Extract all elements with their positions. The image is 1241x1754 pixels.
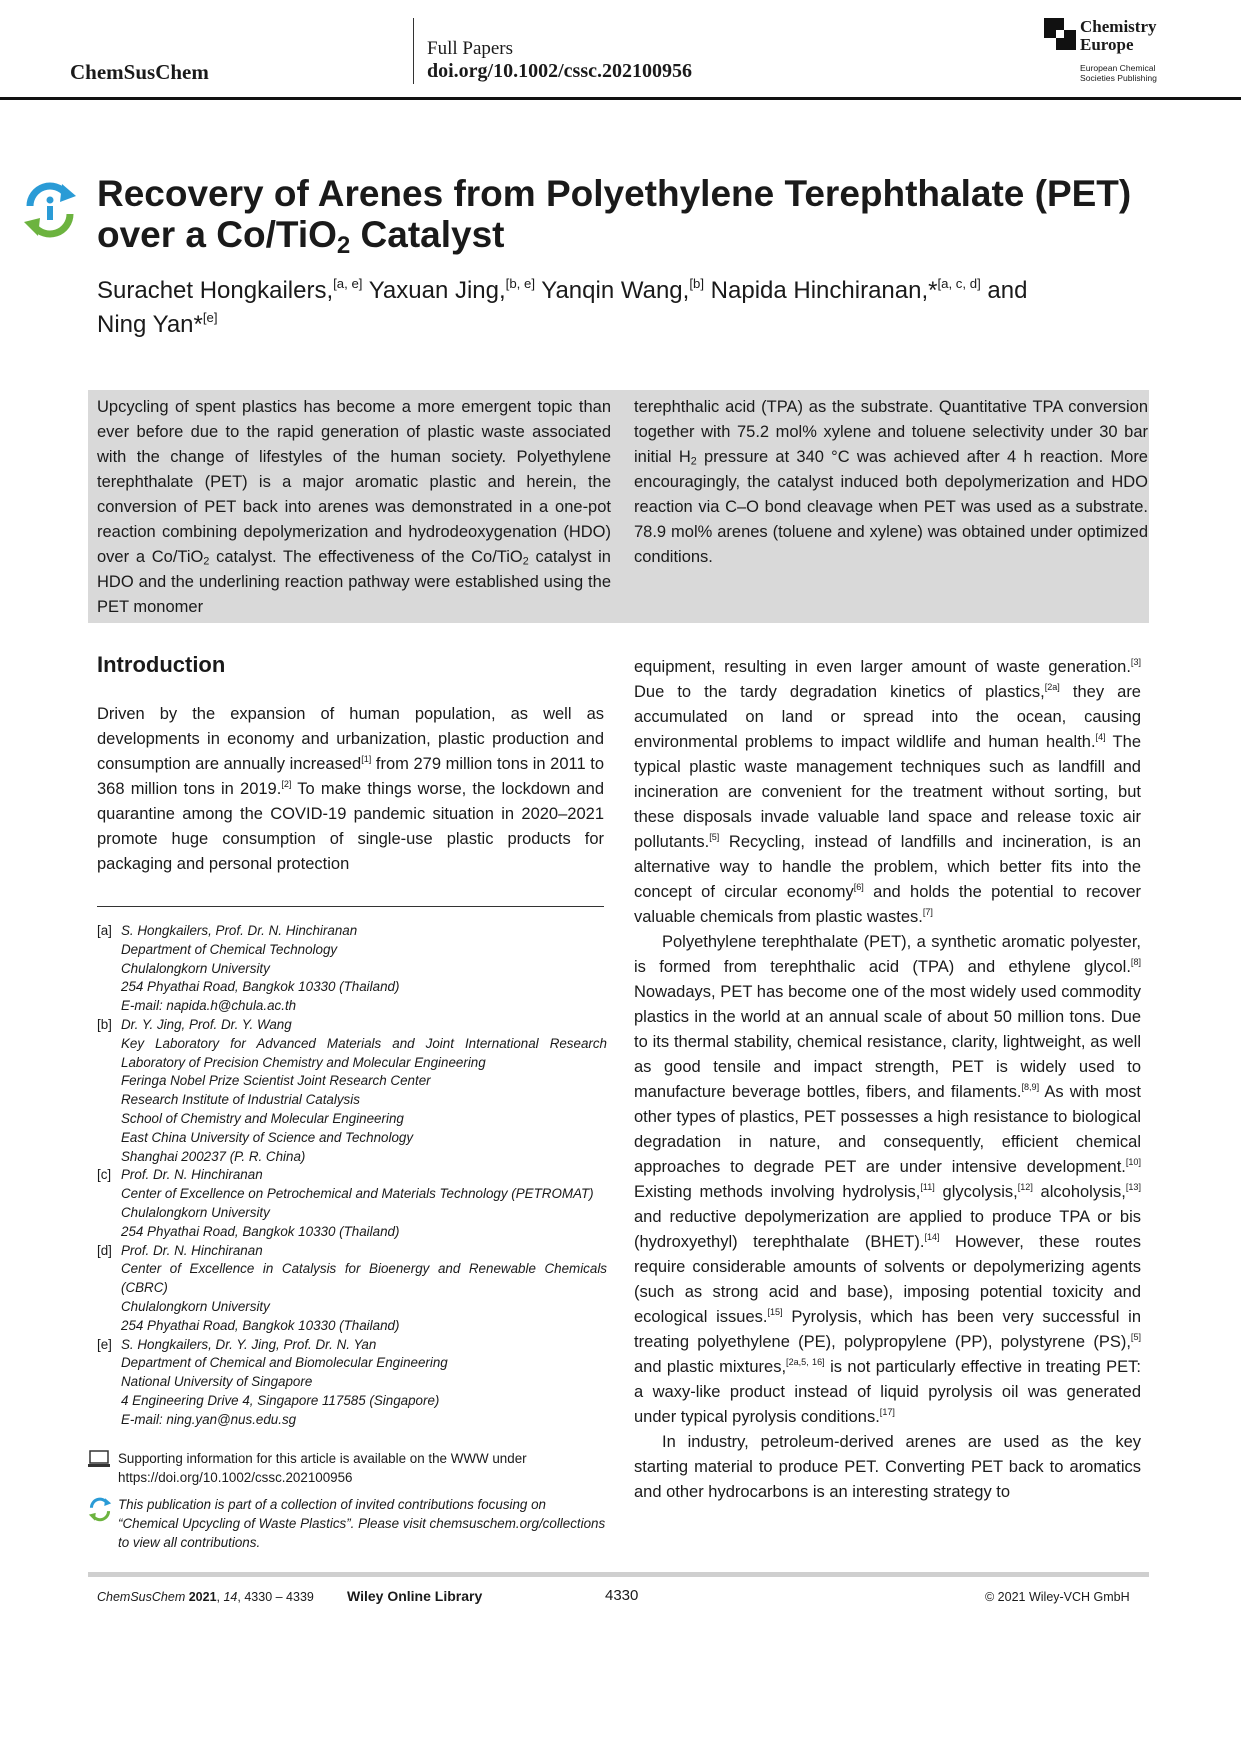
abstract-column-2: terephthalic acid (TPA) as the substrate. Quantitative TPA conversion together with 75.2 mol% xylene and toluene selectivity under 30 bar initial $H_2$ pressure at 340 °C was achieved after 4 h reaction. More encouragingly, the catalyst induced both depolymerization and HDO reaction via C–O bond cleavage when PET was used as a substrate. 78.9 mol% arenes (toluene and xylene) was obtained under optimized conditions.: [634, 398, 1148, 566]
affiliation-d: [d] Prof. Dr. N. Hinchiranan Center of Excellence in Catalysis for Bioenergy and Renewable Chemicals (CBRC) Chulalongkorn University 254 Phyathai Road, Bangkok 10330 (Thailand): [97, 1242, 607, 1333]
affiliations: [97, 922, 607, 1430]
affiliation-a: [a] S. Hongkailers, Prof. Dr. N. Hinchiranan Department of Chemical Technology Chulalongkorn University 254 Phyathai Road, Bangkok 10330 (Thailand) E-mail: napida.h@chula.ac.th: [97, 923, 400, 1014]
author: Yaxuan Jing,: [362, 277, 506, 304]
footer-rule: [88, 1572, 1149, 1577]
author: Yanqin Wang,: [535, 277, 690, 304]
abstract-column-1: Upcycling of spent plastics has become a more emergent topic than ever before due to the rapid generation of plastic waste associated with the change of lifestyles of the human society. Polyethylene terephthalate (PET) is a major aromatic plastic and herein, the conversion of PET back into arenes was demonstrated in a one-pot reaction combining depolymerization and hydrodeoxygenation (HDO) over a Co/TiO$_2$ catalyst. The effectiveness of the Co/TiO$_2$ catalyst in HDO and the underlining reaction pathway were established using the PET monomer: [97, 398, 611, 616]
paragraph: In industry, petroleum-derived arenes are used as the key starting material to produce PET. Converting PET back to aromatics and other hydrocarbons is an interesting strategy to: [634, 1433, 1141, 1501]
computer-icon: [88, 1450, 110, 1468]
paragraph: Polyethylene terephthalate (PET), a synthetic aromatic polyester, is formed from terephthalic acid (TPA) and ethylene glycol.[8] Nowadays, PET has become one of the most widely used commodity plastics in the world at an annual scale of about 50 million tons. Due to its thermal stability, chemical resistance, clarity, lightweight, as well as good tensile and impact strength, PET is widely used to manufacture beverage bottles, fibers, and filaments.[8,9] As with most other types of plastics, PET possesses a high resistance to biological degradation in nature, and consequently, efficient chemical approaches to degrade PET are under intensive development.[10] Existing methods involving hydrolysis,[11] glycolysis,[12] alcoholysis,[13] and reductive depolymerization are applied to produce TPA or bis (hydroxyethyl) terephthalate (BHET).[14] However, these routes require considerable amounts of solvents or depolymerizing agents (such as strong acid and base), imposing potential toxicity and ecological issues.[15] Pyrolysis, which has been very successful in treating polyethylene (PE), polypropylene (PP), polystyrene (PS),[5] and plastic mixtures,[2a,5, 16] is not particularly effective in treating PET: a waxy-like product instead of liquid pyrolysis oil was generated under typical pyrolysis conditions.[17]: [634, 933, 1142, 1426]
recycling-collection-icon: [22, 180, 78, 238]
author-list: Surachet Hongkailers,[a, e] Yaxuan Jing,[b, e] Yanqin Wang,[b] Napida Hinchiranan,*[a, c, d] and Ning Yan*[e]: [97, 276, 1028, 338]
affiliation-b: [b] Dr. Y. Jing, Prof. Dr. Y. Wang Key Laboratory for Advanced Materials and Joint International Research Laboratory of Precision Chemistry and Molecular Engineering Feringa Nobel Prize Scientist Joint Research Center Research Institute of Industrial Catalysis School of Chemistry and Molecular Engineering East China University of Science and Technology Shanghai 200237 (P. R. China): [97, 1016, 607, 1164]
copyright: © 2021 Wiley-VCH GmbH: [985, 1590, 1130, 1604]
journal-name: ChemSusChem: [70, 60, 209, 84]
affiliation-e: [e] S. Hongkailers, Dr. Y. Jing, Prof. Dr. N. Yan Department of Chemical and Biomolecular Engineering National University of Singapore 4 Engineering Drive 4, Singapore 117585 (Singapore) E-mail: ning.yan@nus.edu.sg: [97, 1336, 448, 1427]
wiley-online-library-link[interactable]: Wiley Online Library: [347, 1588, 483, 1604]
chemistry-europe-logo-icon: [1044, 18, 1076, 50]
paper-type: Full Papers: [427, 38, 514, 59]
author: Napida Hinchiranan,*: [704, 277, 938, 304]
author: Surachet Hongkailers,: [97, 277, 334, 304]
supporting-info-note: Supporting information for this article is available on the WWW under https://doi.org/10.1002/cssc.202100956: [88, 1450, 608, 1488]
affiliation-c: [c] Prof. Dr. N. Hinchiranan Center of Excellence on Petrochemical and Materials Technology (PETROMAT) Chulalongkorn University 254 Phyathai Road, Bangkok 10330 (Thailand): [97, 1167, 594, 1239]
section-heading-introduction: Introduction: [97, 652, 226, 677]
article-title: Recovery of Arenes from Polyethylene Terephthalate (PET) over a Co/TiO$_2$ Catalyst: [97, 173, 1132, 259]
footer-citation: ChemSusChem 2021, 14, 4330 – 4339: [97, 1590, 314, 1604]
paragraph: equipment, resulting in even larger amount of waste generation.[3] Due to the tardy degradation kinetics of plastics,[2a] they are accumulated on land or spread into the ocean, causing environmental problems to impact wildlife and human health.[4] The typical plastic waste management techniques such as landfill and incineration are convenient for the treatment without sorting, but these disposals invade valuable land space and release toxic air pollutants.[5] Recycling, instead of landfills and incineration, is an alternative way to handle the problem, which better fits into the concept of circular economy[6] and holds the potential to recover valuable chemicals from plastic wastes.[7]: [634, 657, 1141, 926]
header-rule: [0, 97, 1241, 100]
author: Ning Yan*: [97, 311, 203, 338]
right-column-text: [634, 655, 1141, 1505]
header-divider: [413, 18, 414, 84]
recycling-small-icon: [88, 1496, 112, 1522]
doi-link[interactable]: doi.org/10.1002/cssc.202100956: [427, 60, 692, 82]
page-number: 4330: [605, 1587, 639, 1604]
publisher-subtitle: European Chemical Societies Publishing: [1080, 63, 1157, 83]
publisher-name: Chemistry Europe: [1080, 17, 1157, 54]
collection-note: This publication is part of a collection of invited contributions focusing on “Chemical Upcycling of Waste Plastics”. Please visit chemsuschem.org/collections to view all contributions.: [88, 1496, 608, 1552]
footnote-rule: [97, 906, 604, 907]
intro-paragraph-1: Driven by the expansion of human population, as well as developments in economy and urbanization, plastic production and consumption are annually increased[1] from 279 million tons in 2011 to 368 million tons in 2019.[2] To make things worse, the lockdown and quarantine among the COVID-19 pandemic situation in 2020–2021 promote huge consumption of single-use plastic products for packaging and personal protection: [97, 705, 604, 873]
